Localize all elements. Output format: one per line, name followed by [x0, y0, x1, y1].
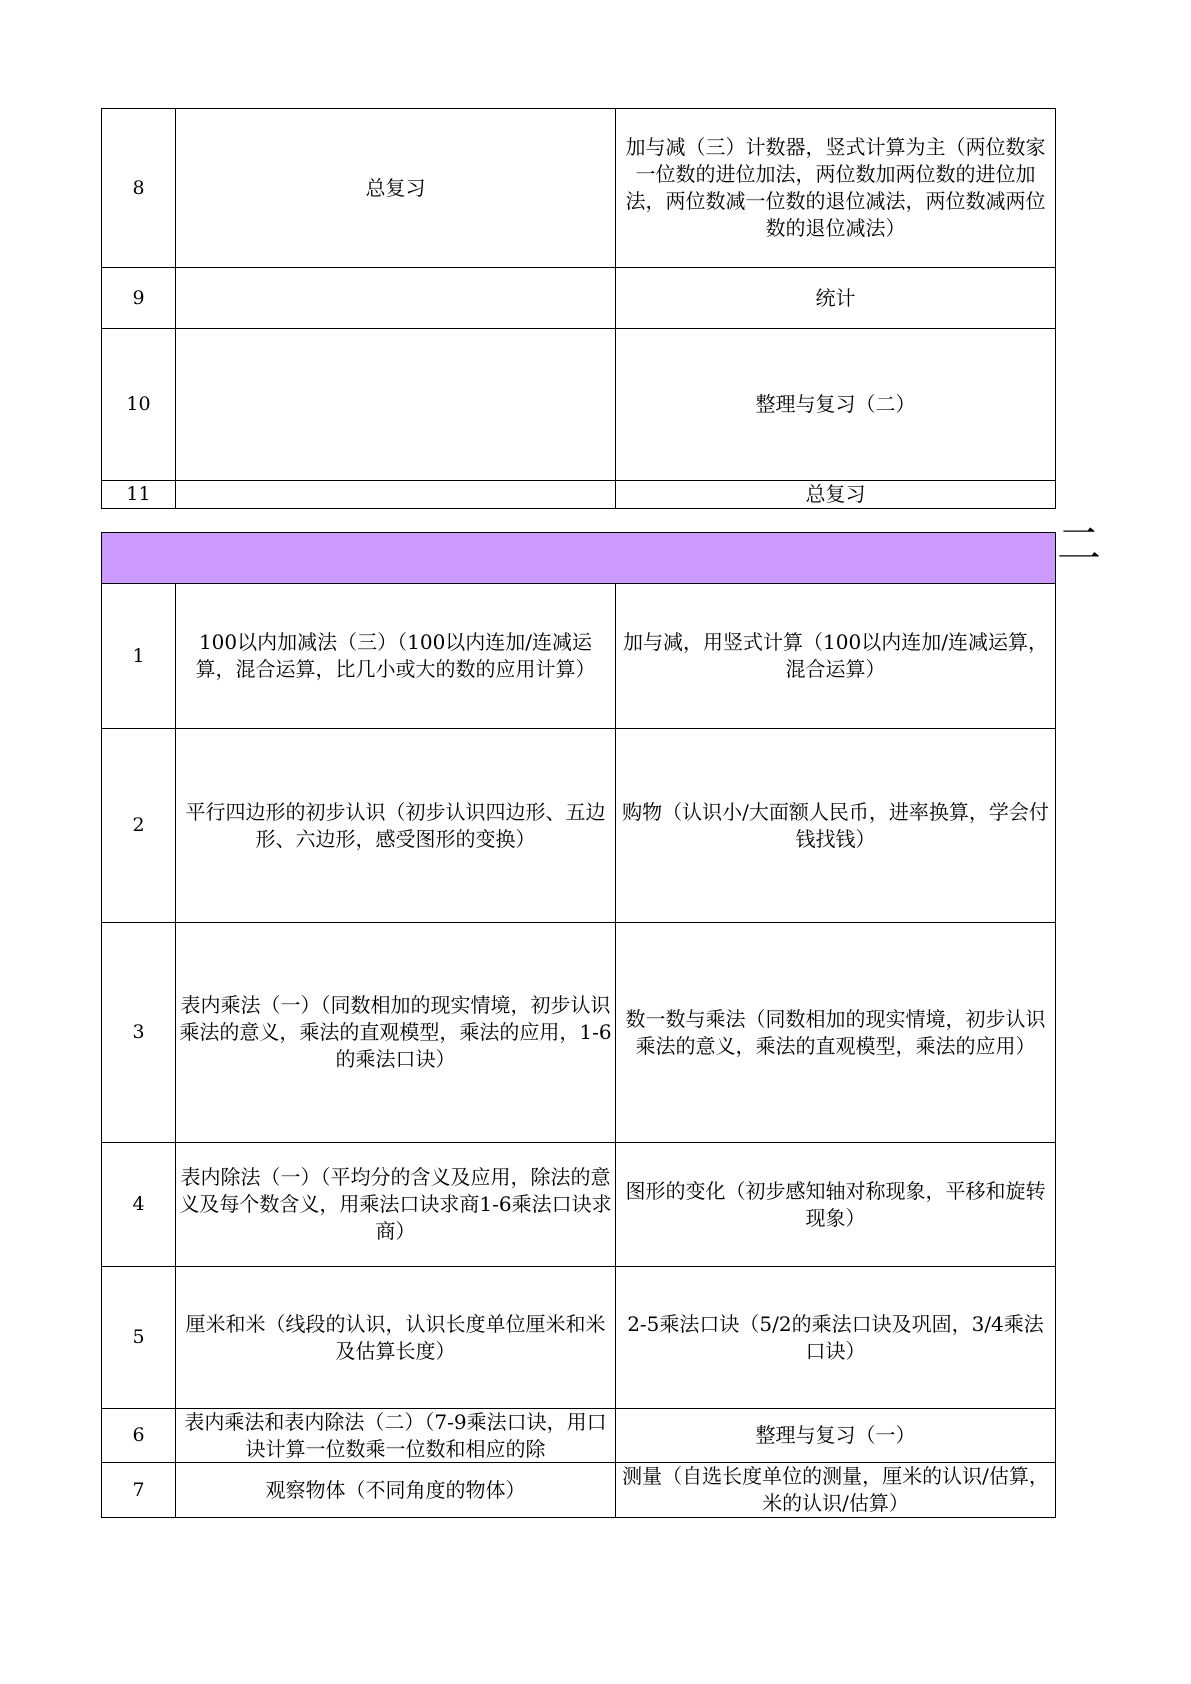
- unit-cell: [176, 268, 616, 329]
- row-number: 2: [102, 729, 176, 923]
- unit-cell: 整理与复习（二）: [616, 329, 1056, 481]
- table-row: [102, 584, 1056, 729]
- unit-cell: [176, 1409, 616, 1463]
- table-row: [102, 329, 1056, 481]
- unit-cell: 加与减，用竖式计算（100以内连加/连减运算，混合运算）: [616, 584, 1056, 729]
- table-row: [102, 1267, 1056, 1409]
- unit-cell: [176, 329, 616, 481]
- unit-cell: 加与减（三）计数器，竖式计算为主（两位数家一位数的进位加法，两位数加两位数的进位加法，两位数减一位数的退位减法，两位数减两位数的退位减法）: [616, 109, 1056, 268]
- unit-cell: 表内除法（一）（平均分的含义及应用，除法的意义及每个数含义，用乘法口诀求商1-6乘法口诀求商）: [176, 1143, 616, 1267]
- table-row: [102, 729, 1056, 923]
- table-row: [102, 268, 1056, 329]
- row-number: 1: [102, 584, 176, 729]
- table-row: [102, 923, 1056, 1143]
- unit-cell: 数一数与乘法（同数相加的现实情境，初步认识乘法的意义，乘法的直观模型，乘法的应用）: [616, 923, 1056, 1143]
- table-row: [102, 109, 1056, 268]
- row-number: 5: [102, 1267, 176, 1409]
- table-row: [102, 481, 1056, 509]
- unit-cell: 厘米和米（线段的认识，认识长度单位厘米和米及估算长度）: [176, 1267, 616, 1409]
- unit-cell: 观察物体（不同角度的物体）: [176, 1463, 616, 1518]
- schedule-table-top: [101, 108, 1056, 509]
- unit-cell: 测量（自选长度单位的测量，厘米的认识/估算，米的认识/估算）: [616, 1463, 1056, 1518]
- row-number: 9: [102, 268, 176, 329]
- unit-cell: 2-5乘法口诀（5/2的乘法口诀及巩固，3/4乘法口诀）: [616, 1267, 1056, 1409]
- row-number: 3: [102, 923, 176, 1143]
- unit-cell: 平行四边形的初步认识（初步认识四边形、五边形、六边形，感受图形的变换）: [176, 729, 616, 923]
- unit-cell: 100以内加减法（三）（100以内连加/连减运算，混合运算，比几小或大的数的应用计算）: [176, 584, 616, 729]
- section-header-band: [102, 533, 1056, 584]
- unit-cell: [176, 481, 616, 509]
- section-marker: 二: [1057, 519, 1101, 570]
- unit-cell: 统计: [616, 268, 1056, 329]
- row-number: 7: [102, 1463, 176, 1518]
- unit-cell: 表内乘法（一）（同数相加的现实情境，初步认识乘法的意义，乘法的直观模型，乘法的应用，1-6的乘法口诀）: [176, 923, 616, 1143]
- row-number: 10: [102, 329, 176, 481]
- schedule-table-bottom: [101, 532, 1056, 1518]
- unit-cell: 图形的变化（初步感知轴对称现象，平移和旋转现象）: [616, 1143, 1056, 1267]
- table-row: [102, 1409, 1056, 1463]
- section-header-cell: [102, 533, 1056, 584]
- row-number: 4: [102, 1143, 176, 1267]
- row-number: 8: [102, 109, 176, 268]
- table-row: [102, 1463, 1056, 1518]
- table-row: [102, 1143, 1056, 1267]
- unit-cell: 购物（认识小/大面额人民币，进率换算，学会付钱找钱）: [616, 729, 1056, 923]
- row-number: 11: [102, 481, 176, 509]
- unit-cell: 总复习: [616, 481, 1056, 509]
- row-number: 6: [102, 1409, 176, 1463]
- unit-cell: 整理与复习（一）: [616, 1409, 1056, 1463]
- unit-cell: 总复习: [176, 109, 616, 268]
- clipped-text: 表内乘法和表内除法（二）（7-9乘法口诀，用口诀计算一位数乘一位数和相应的除: [184, 1410, 607, 1461]
